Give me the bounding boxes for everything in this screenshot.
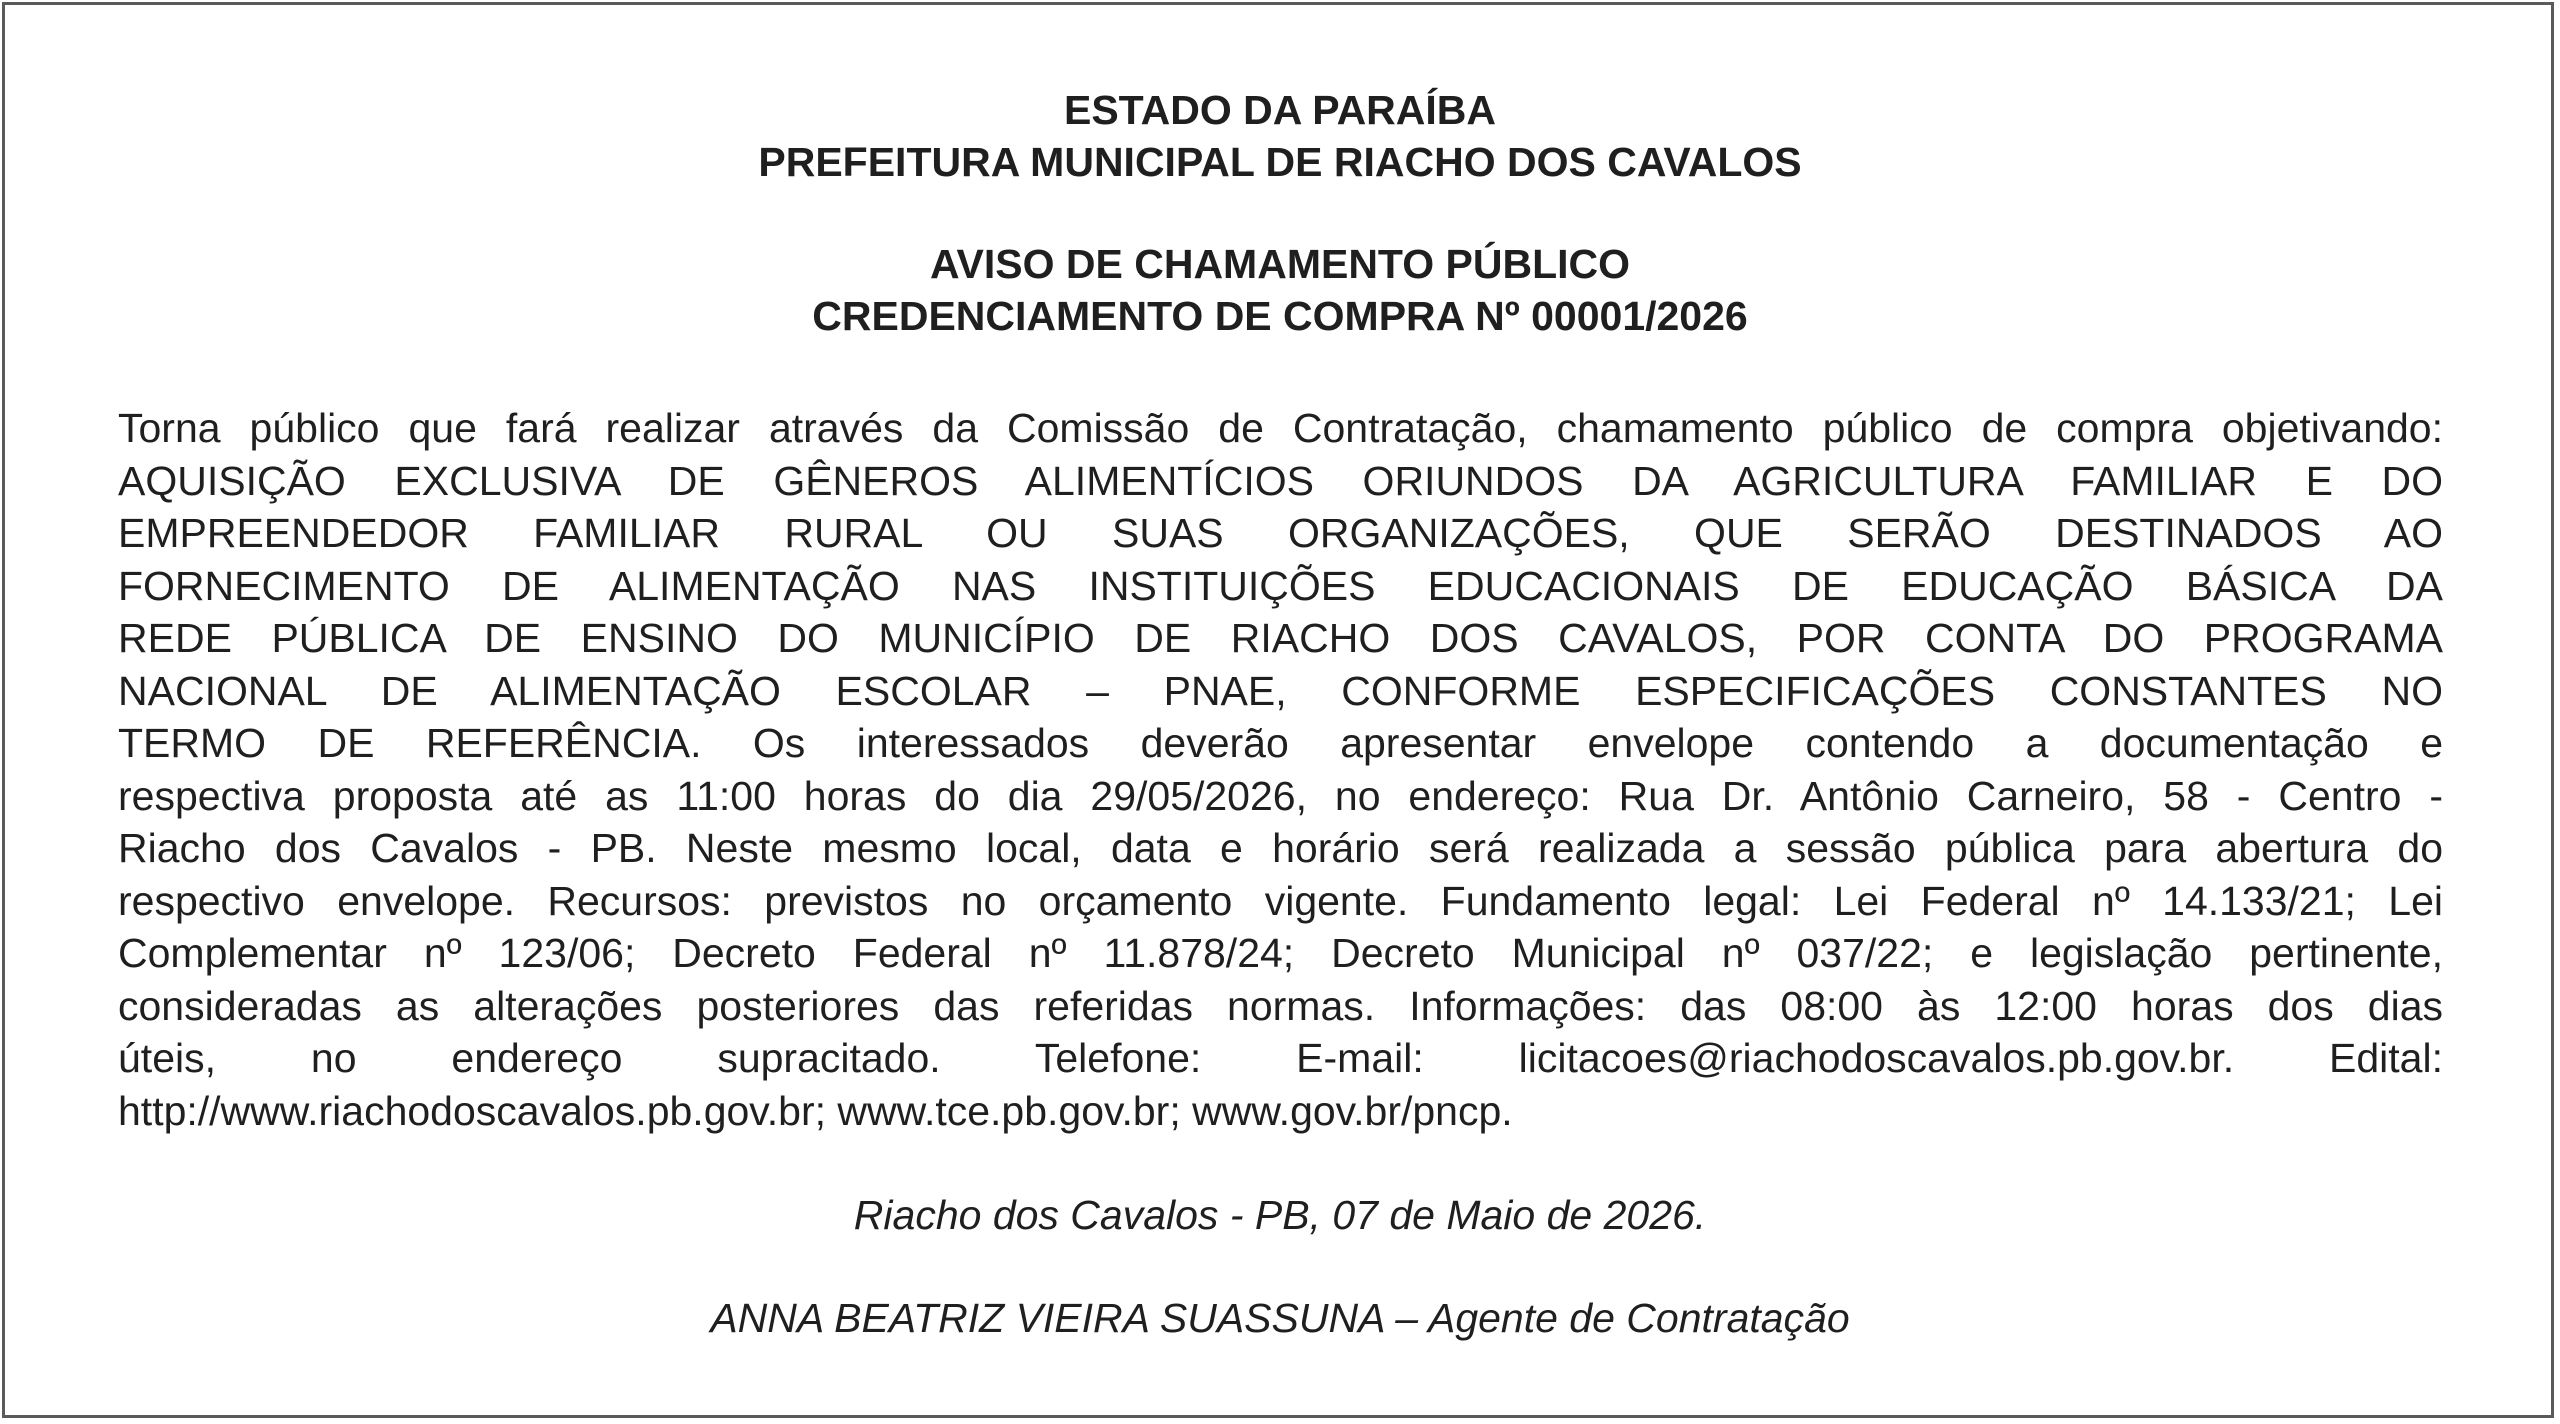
body-line: Torna público que fará realizar através da Comissão de Contratação, chamamento público de compra objetivando: [118,405,2443,451]
place-date: Riacho dos Cavalos - PB, 07 de Maio de 2026. [853,1192,1707,1238]
municipality-name: PREFEITURA MUNICIPAL DE RIACHO DOS CAVALOS [758,139,1802,185]
body-line: úteis, no endereço supracitado. Telefone: E-mail: licitacoes@riachodoscavalos.pb.gov.br. Edital: [118,1035,2443,1081]
body-line: TERMO DE REFERÊNCIA. Os interessados deverão apresentar envelope contendo a documentação e [118,720,2443,766]
document-header [0,84,2560,188]
body-line: Complementar nº 123/06; Decreto Federal nº 11.878/24; Decreto Municipal nº 037/22; e legislação pertinente, [118,930,2443,976]
body-line: http://www.riachodoscavalos.pb.gov.br; www.tce.pb.gov.br; www.gov.br/pncp. [118,1087,1513,1134]
notice-title: AVISO DE CHAMAMENTO PÚBLICO [929,241,1631,287]
notice-subtitle: CREDENCIAMENTO DE COMPRA Nº 00001/2026 [812,293,1748,339]
signature-line: ANNA BEATRIZ VIEIRA SUASSUNA – Agente de Contratação [710,1295,1850,1341]
body-line: respectivo envelope. Recursos: previstos no orçamento vigente. Fundamento legal: Lei Federal nº 14.133/21; Lei [118,877,2443,924]
body-line: EMPREENDEDOR FAMILIAR RURAL OU SUAS ORGANIZAÇÕES, QUE SERÃO DESTINADOS AO [118,510,2443,556]
body-line: respectiva proposta até as 11:00 horas do dia 29/05/2026, no endereço: Rua Dr. Antônio Carneiro, 58 - Centro - [118,772,2443,819]
body-line: consideradas as alterações posteriores das referidas normas. Informações: das 08:00 às 12:00 horas dos dias [118,982,2443,1029]
body-line: Riacho dos Cavalos - PB. Neste mesmo local, data e horário será realizada a sessão pública para abertura do [118,825,2443,871]
body-line: FORNECIMENTO DE ALIMENTAÇÃO NAS INSTITUIÇÕES EDUCACIONAIS DE EDUCAÇÃO BÁSICA DA [118,562,2443,609]
body-line: NACIONAL DE ALIMENTAÇÃO ESCOLAR – PNAE, CONFORME ESPECIFICAÇÕES CONSTANTES NO [118,667,2443,714]
state-name: ESTADO DA PARAÍBA [1063,87,1497,133]
notice-heading [0,238,2560,342]
body-line: AQUISIÇÃO EXCLUSIVA DE GÊNEROS ALIMENTÍCIOS ORIUNDOS DA AGRICULTURA FAMILIAR E DO [118,457,2443,504]
notice-body [118,402,2443,1137]
body-line: REDE PÚBLICA DE ENSINO DO MUNICÍPIO DE RIACHO DOS CAVALOS, POR CONTA DO PROGRAMA [118,615,2443,661]
